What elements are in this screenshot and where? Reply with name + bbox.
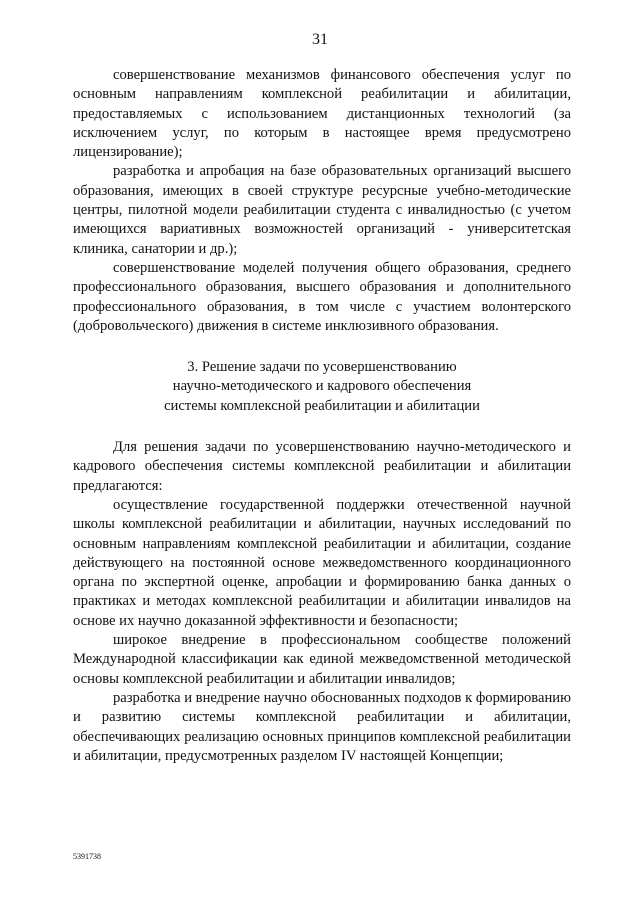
paragraph-international-classification: широкое внедрение в профессиональном сообществе положений Международной классификации как единой межведомственной методической основы комплексной реабилитации и абилитации инвалидов; [73,632,571,687]
footer-document-code: 5391738 [73,852,101,861]
page-number: 31 [312,31,328,48]
section-heading-line-2: научно-методического и кадрового обеспечения [172,378,472,395]
paragraph-state-support: осуществление государственной поддержки отечественной научной школы комплексной реабилитации и абилитации, научных исследований по основным направлениям комплексной реабилитации и абилитации, создание действующего на постоянной основе межведомственного координационного органа по экспертной оценке, апробации и формированию банка данных о практиках и методах комплексной реабилитации и абилитации инвалидов на основе их научно доказанной эффективности и безопасности; [73,496,571,629]
paragraph-pilot-model: разработка и апробация на базе образовательных организаций высшего образования, имеющих в своей структуре ресурсные учебно-методические центры, пилотной модели реабилитации студента с инвалидностью (с учетом имеющихся вариативных возможностей организаций - университетская клиника, санатории и др.); [73,163,571,257]
section-heading-line-3: системы комплексной реабилитации и абилитации [164,397,480,414]
paragraph-financing: совершенствование механизмов финансового обеспечения услуг по основным направлениям комплексной реабилитации и абилитации, предоставляемых с использованием дистанционных технологий (за исключением услуг, по которым в настоящее время предусмотрено лицензирование); [73,67,571,161]
paragraph-scientific-approaches: разработка и внедрение научно обоснованных подходов к формированию и развитию системы комплексной реабилитации и абилитации, обеспечивающих реализацию основных принципов комплексной реабилитации и абилитации, предусмотренных разделом IV настоящей Концепции; [73,689,571,764]
document-body [73,66,571,766]
paragraph-education-models: совершенствование моделей получения общего образования, среднего профессионального образования, высшего образования и дополнительного профессионального образования, в том числе с участием волонтерского (добровольческого) движения в системе инклюзивного образования. [73,259,571,334]
section-heading [73,358,571,416]
section-heading-line-1: 3. Решение задачи по усовершенствованию [187,359,457,376]
paragraph-intro: Для решения задачи по усовершенствованию научно-методического и кадрового обеспечения системы комплексной реабилитации и абилитации предлагаются: [73,439,571,494]
